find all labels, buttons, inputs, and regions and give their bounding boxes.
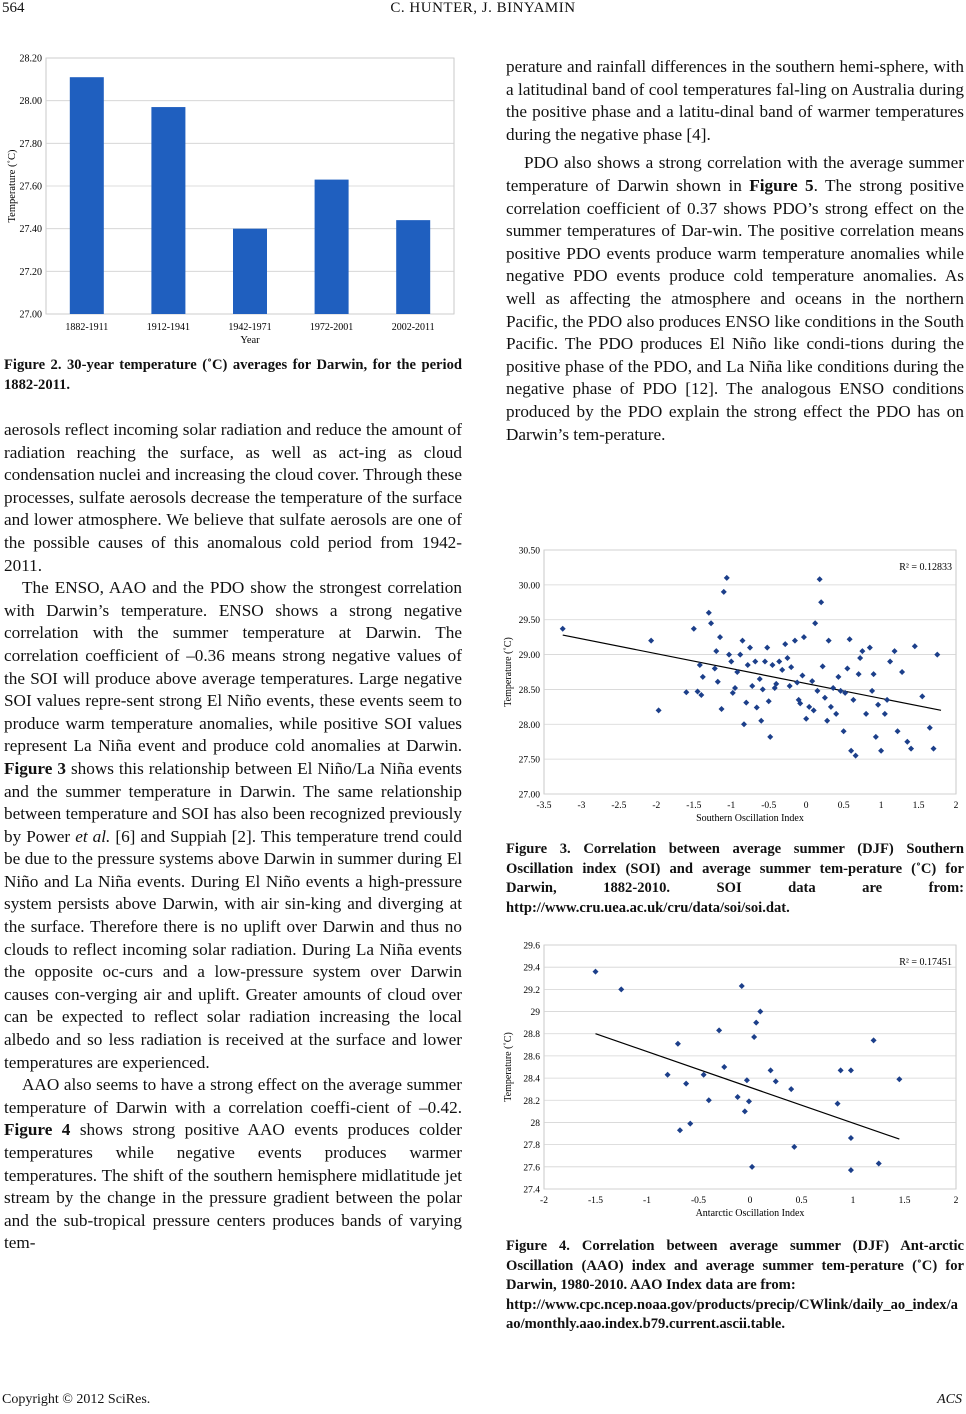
data-point bbox=[853, 753, 859, 759]
x-tick-label: -2.5 bbox=[611, 801, 627, 811]
data-point bbox=[754, 705, 760, 711]
data-point bbox=[833, 711, 839, 717]
y-tick-label: 28.00 bbox=[19, 96, 42, 108]
left-paragraph-2: The ENSO, AAO and the PDO show the strongest correlation with Darwin’s temperature. ENSO shows a strong negative correlation with the summer temperature at Darwin. The correlation coefficient of –0.36 means strong negative values of the SOI will produce above average temperatures. Large negative SOI values repre-sent strong El Niño events, these events seem to produce warm temperature anomalies, while positive SOI values represent La Niña event and produce cold anomalies at Darwin. Figure 3 shows this relationship between El Niño/La Niña events and the summer temperature in Darwin. The same relationship between temperature and SOI has also been recognized previously by Power et al. [6] and Suppiah [2]. This temperature trend could be due to the pressure systems above Darwin in summer during El Niño and La Niña events. During El Niño events a high-pressure system persists above Darwin, with air sin-king and diverging at the surface. Therefore there is no uplift over Darwin and thus no clouds to reflect incoming solar radiation. During La Niña events the opposite oc-curs and a low-pressure system over Darwin causes con-verging air and uplift. Greater amounts of cloud over can be expected to reflect solar radiation increasing the local albedo and so less radiation is received at the surface and lower temperatures are experienced. bbox=[4, 578, 462, 1072]
y-tick-label: 29.4 bbox=[523, 963, 540, 974]
data-point bbox=[779, 667, 785, 673]
data-point bbox=[751, 1034, 757, 1040]
data-point bbox=[895, 728, 901, 734]
data-point bbox=[817, 576, 823, 582]
data-point bbox=[768, 1067, 774, 1073]
running-title: C. HUNTER, J. BINYAMIN bbox=[390, 0, 576, 16]
data-point bbox=[773, 1078, 779, 1084]
data-point bbox=[882, 711, 888, 717]
data-point bbox=[757, 1009, 763, 1015]
data-point bbox=[799, 672, 805, 678]
data-point bbox=[724, 575, 730, 581]
y-tick-label: 27.50 bbox=[518, 755, 540, 766]
bar-2002-2011 bbox=[396, 220, 430, 314]
data-point bbox=[726, 652, 732, 658]
bar-1972-2001 bbox=[315, 180, 349, 314]
data-point bbox=[919, 693, 925, 699]
data-point bbox=[698, 692, 704, 698]
y-tick-label: 30.00 bbox=[518, 581, 540, 592]
data-point bbox=[904, 739, 910, 745]
data-point bbox=[811, 707, 817, 713]
data-point bbox=[873, 734, 879, 740]
x-tick-label: 2 bbox=[953, 801, 959, 811]
right-paragraph-1: perature and rainfall differences in the southern hemi-sphere, with a latitudinal band of cool temperatures fal-ling on Australia during the positive phase and a latitu-dinal band of warmer temperatures during the negative phase [4]. bbox=[506, 57, 964, 144]
data-point bbox=[848, 1167, 854, 1173]
data-point bbox=[871, 1037, 877, 1043]
y-tick-label: 29.2 bbox=[523, 985, 540, 996]
y-axis-title: Temperature (˚C) bbox=[7, 149, 18, 223]
figure-3-scatter-plot bbox=[500, 540, 964, 830]
y-tick-label: 28 bbox=[530, 1118, 540, 1129]
right-paragraph-2: PDO also shows a strong correlation with the average summer temperature of Darwin shown in Figure 5. The strong positive correlation coefficient of 0.37 shows PDO’s strong effect on the summer temperatures of Dar-win. The positive correlation means positive PDO events produce warm temperature anomalies while negative PDO events produce cold temperature anomalies. As well as affecting the atmosphere and oceans in the northern Pacific, the PDO also produces ENSO like conditions in the South Pacific. The PDO produces El Niño like condi-tions during the positive phase of the PDO, and La Niña like conditions during the negative phase of PDO [12]. The analogous ENSO conditions produced by the PDO explain the strong effect the PDO has on Darwin’s tem-perature. bbox=[506, 153, 965, 444]
data-point bbox=[767, 734, 773, 740]
left-paragraph-1: aerosols reflect incoming solar radiation and reduce the amount of radiation reaching the surface, as well as act-ing as cloud condensation nuclei and increasing the cloud cover. Through these processes, sulfate aerosols decrease the temperature of the surface and lower atmosphere. We believe that sulfate aerosols are one of the possible causes of this anomalous cold period from 1942-2011. bbox=[4, 420, 462, 575]
figure-3-caption: Figure 3. Correlation between average summer (DJF) Southern Oscillation index (SOI) and average summer tem-perature (˚C) for Darwin, 1882-2010. SOI data are from: http://www.cru.uea.ac.uk/cru/data/soi/soi.dat. bbox=[506, 841, 964, 916]
x-tick-label: -1.5 bbox=[587, 1196, 604, 1206]
data-point bbox=[752, 659, 758, 665]
data-point bbox=[769, 662, 775, 668]
aao-data-url[interactable]: http://www.cpc.ncep.noaa.gov/products/precip/CWlink/daily_ao_index/aao/monthly.aao.index.b79.current.ascii.table. bbox=[506, 1296, 958, 1332]
data-point bbox=[908, 746, 914, 752]
data-point bbox=[892, 648, 898, 654]
right-column bbox=[506, 56, 964, 446]
data-point bbox=[848, 1067, 854, 1073]
y-tick-label: 28.00 bbox=[518, 720, 540, 731]
data-point bbox=[762, 659, 768, 665]
data-point bbox=[863, 711, 869, 717]
data-point bbox=[706, 610, 712, 616]
data-point bbox=[818, 599, 824, 605]
data-point bbox=[856, 671, 862, 677]
data-point bbox=[719, 706, 725, 712]
trendline bbox=[563, 635, 941, 710]
y-tick-label: 29.50 bbox=[518, 616, 540, 627]
data-point bbox=[721, 1064, 727, 1070]
data-point bbox=[850, 697, 856, 703]
data-point bbox=[706, 1097, 712, 1103]
x-tick-label: -3.5 bbox=[536, 801, 552, 811]
y-tick-label: 27.6 bbox=[523, 1163, 540, 1174]
bar-1942-1971 bbox=[233, 229, 267, 314]
data-point bbox=[787, 683, 793, 689]
data-point bbox=[788, 664, 794, 670]
data-point bbox=[794, 679, 800, 685]
x-tick-label: 1.5 bbox=[898, 1196, 911, 1206]
data-point bbox=[691, 626, 697, 632]
figure-4 bbox=[500, 935, 964, 1225]
data-point bbox=[826, 638, 832, 644]
data-point bbox=[745, 662, 751, 668]
data-point bbox=[887, 659, 893, 665]
y-tick-label: 29.00 bbox=[518, 651, 540, 662]
y-tick-label: 28.20 bbox=[19, 53, 42, 65]
figure-4-scatter-plot bbox=[500, 935, 964, 1225]
data-point bbox=[848, 1135, 854, 1141]
y-tick-label: 27.00 bbox=[518, 790, 540, 801]
figure-2-bar-chart bbox=[4, 48, 466, 348]
data-point bbox=[824, 718, 830, 724]
y-tick-label: 27.00 bbox=[19, 309, 42, 321]
x-tick-label: 0.5 bbox=[837, 801, 850, 811]
data-point bbox=[869, 688, 875, 694]
data-point bbox=[700, 674, 706, 680]
y-axis-title: Temperature (˚C) bbox=[503, 1032, 514, 1102]
data-point bbox=[717, 634, 723, 640]
trendline bbox=[596, 1034, 900, 1139]
data-point bbox=[899, 669, 905, 675]
bar-1882-1911 bbox=[70, 77, 104, 314]
data-point bbox=[822, 695, 828, 701]
y-tick-label: 29.6 bbox=[523, 941, 540, 952]
bar-1912-1941 bbox=[151, 107, 185, 314]
data-point bbox=[715, 679, 721, 685]
data-point bbox=[835, 674, 841, 680]
data-point bbox=[838, 1067, 844, 1073]
data-point bbox=[735, 1094, 741, 1100]
figure-4-reference[interactable]: Figure 4 bbox=[4, 1120, 71, 1140]
data-point bbox=[830, 685, 836, 691]
data-point bbox=[683, 689, 689, 695]
data-point bbox=[742, 1108, 748, 1114]
data-point bbox=[749, 683, 755, 689]
data-point bbox=[712, 666, 718, 672]
x-axis-title: Southern Oscillation Index bbox=[696, 813, 804, 824]
data-point bbox=[766, 698, 772, 704]
figure-2-caption: Figure 2. 30-year temperature (˚C) averages for Darwin, for the period 1882-2011. bbox=[4, 357, 462, 393]
x-tick-label: -1.5 bbox=[686, 801, 702, 811]
y-tick-label: 27.40 bbox=[19, 224, 42, 236]
data-point bbox=[782, 641, 788, 647]
figure-3 bbox=[500, 540, 964, 830]
x-axis-title: Year bbox=[240, 335, 260, 346]
data-point bbox=[812, 620, 818, 626]
data-point bbox=[820, 663, 826, 669]
y-tick-label: 27.20 bbox=[19, 266, 42, 278]
figure-2 bbox=[4, 48, 466, 348]
x-tick-label: 1942-1971 bbox=[228, 322, 272, 333]
copyright-notice: Copyright © 2012 SciRes. bbox=[2, 1392, 151, 1407]
data-point bbox=[876, 1160, 882, 1166]
x-tick-label: -1 bbox=[727, 801, 736, 811]
data-point bbox=[847, 636, 853, 642]
x-tick-label: 1 bbox=[850, 1196, 856, 1206]
data-point bbox=[749, 1164, 755, 1170]
data-point bbox=[716, 1027, 722, 1033]
data-point bbox=[871, 671, 877, 677]
y-tick-label: 29 bbox=[530, 1008, 540, 1019]
data-point bbox=[560, 626, 566, 632]
x-tick-label: 1882-1911 bbox=[65, 322, 109, 333]
x-tick-label: 1972-2001 bbox=[309, 322, 354, 333]
data-point bbox=[806, 704, 812, 710]
x-tick-label: -0.5 bbox=[690, 1196, 707, 1206]
data-point bbox=[593, 969, 599, 975]
y-tick-label: 27.60 bbox=[19, 181, 42, 193]
r-squared-annotation: R² = 0.17451 bbox=[899, 957, 952, 968]
data-point bbox=[739, 983, 745, 989]
data-point bbox=[675, 1041, 681, 1047]
data-point bbox=[814, 688, 820, 694]
y-tick-label: 28.8 bbox=[523, 1030, 540, 1041]
data-point bbox=[792, 638, 798, 644]
data-point bbox=[721, 589, 727, 595]
x-tick-label: 1 bbox=[878, 801, 884, 811]
data-point bbox=[912, 643, 918, 649]
data-point bbox=[784, 655, 790, 661]
y-axis-title: Temperature (˚C) bbox=[503, 637, 514, 707]
data-point bbox=[867, 645, 873, 651]
r-squared-annotation: R² = 0.12833 bbox=[899, 562, 952, 573]
data-point bbox=[848, 748, 854, 754]
data-point bbox=[788, 1086, 794, 1092]
x-tick-label: -2 bbox=[652, 801, 661, 811]
data-point bbox=[753, 1020, 759, 1026]
data-point bbox=[708, 620, 714, 626]
data-point bbox=[828, 704, 834, 710]
x-tick-label: 2002-2011 bbox=[391, 322, 435, 333]
data-point bbox=[857, 655, 863, 661]
data-point bbox=[701, 1072, 707, 1078]
data-point bbox=[776, 659, 782, 665]
data-point bbox=[801, 634, 807, 640]
data-point bbox=[737, 652, 743, 658]
x-tick-label: 1.5 bbox=[912, 801, 925, 811]
data-point bbox=[713, 648, 719, 654]
data-point bbox=[665, 1072, 671, 1078]
data-point bbox=[835, 1101, 841, 1107]
data-point bbox=[859, 648, 865, 654]
journal-abbreviation: ACS bbox=[937, 1392, 962, 1407]
data-point bbox=[687, 1121, 693, 1127]
x-tick-label: 2 bbox=[953, 1196, 959, 1206]
x-tick-label: -1 bbox=[643, 1196, 651, 1206]
figure-3-reference[interactable]: Figure 3 bbox=[4, 758, 66, 778]
data-point bbox=[884, 697, 890, 703]
data-point bbox=[931, 746, 937, 752]
x-tick-label: 0 bbox=[747, 1196, 753, 1206]
y-tick-label: 28.6 bbox=[523, 1052, 540, 1063]
x-tick-label: -0.5 bbox=[761, 801, 777, 811]
data-point bbox=[927, 725, 933, 731]
x-axis-title: Antarctic Oscillation Index bbox=[695, 1208, 805, 1219]
data-point bbox=[758, 718, 764, 724]
data-point bbox=[747, 645, 753, 651]
data-point bbox=[677, 1127, 683, 1133]
x-tick-label: 0 bbox=[803, 801, 809, 811]
data-point bbox=[618, 986, 624, 992]
x-tick-label: -3 bbox=[577, 801, 586, 811]
data-point bbox=[656, 707, 662, 713]
figure-4-caption: Figure 4. Correlation between average summer (DJF) Ant-arctic Oscillation (AAO) index and average summer tem-perature (˚C) for Darwin, 1980-2010. AAO Index data are from: http://www.cpc.ncep.noaa.gov/products/precip/CWlink/daily_ao_index/aao/monthly.aao.index.b79.current.ascii.table. bbox=[506, 1238, 964, 1332]
data-point bbox=[743, 700, 749, 706]
data-point bbox=[746, 1098, 752, 1104]
data-point bbox=[757, 676, 763, 682]
data-point bbox=[809, 678, 815, 684]
page-number: 564 bbox=[2, 0, 25, 16]
x-tick-label: 1912-1941 bbox=[146, 322, 191, 333]
plot-frame bbox=[544, 945, 956, 1189]
y-tick-label: 27.4 bbox=[523, 1185, 540, 1196]
y-tick-label: 27.8 bbox=[523, 1141, 540, 1152]
data-point bbox=[728, 659, 734, 665]
data-point bbox=[741, 721, 747, 727]
x-tick-label: -2 bbox=[540, 1196, 548, 1206]
x-tick-label: 0.5 bbox=[795, 1196, 808, 1206]
left-column bbox=[4, 419, 462, 1255]
y-tick-label: 28.2 bbox=[523, 1096, 540, 1107]
data-point bbox=[760, 686, 766, 692]
data-point bbox=[841, 728, 847, 734]
data-point bbox=[878, 748, 884, 754]
left-paragraph-3: AAO also seems to have a strong effect on the average summer temperature of Darwin with a correlation coeffi-cient of –0.42. Figure 4 shows strong positive AAO events produces colder temperatures while negative events produces warmer temperatures. The shift of the southern hemisphere midlatitude jet stream by the change in the pressure gradient between the polar and the sub-tropical pressure centers produces bands of varying tem- bbox=[4, 1075, 462, 1253]
y-tick-label: 28.4 bbox=[523, 1074, 540, 1085]
y-tick-label: 30.50 bbox=[518, 546, 540, 557]
data-point bbox=[764, 645, 770, 651]
data-point bbox=[803, 716, 809, 722]
data-point bbox=[683, 1081, 689, 1087]
data-point bbox=[740, 638, 746, 644]
data-point bbox=[896, 1076, 902, 1082]
data-point bbox=[875, 702, 881, 708]
y-tick-label: 28.50 bbox=[518, 685, 540, 696]
data-point bbox=[648, 638, 654, 644]
y-tick-label: 27.80 bbox=[19, 138, 42, 150]
data-point bbox=[934, 652, 940, 658]
data-point bbox=[844, 666, 850, 672]
figure-5-reference[interactable]: Figure 5 bbox=[749, 175, 814, 195]
